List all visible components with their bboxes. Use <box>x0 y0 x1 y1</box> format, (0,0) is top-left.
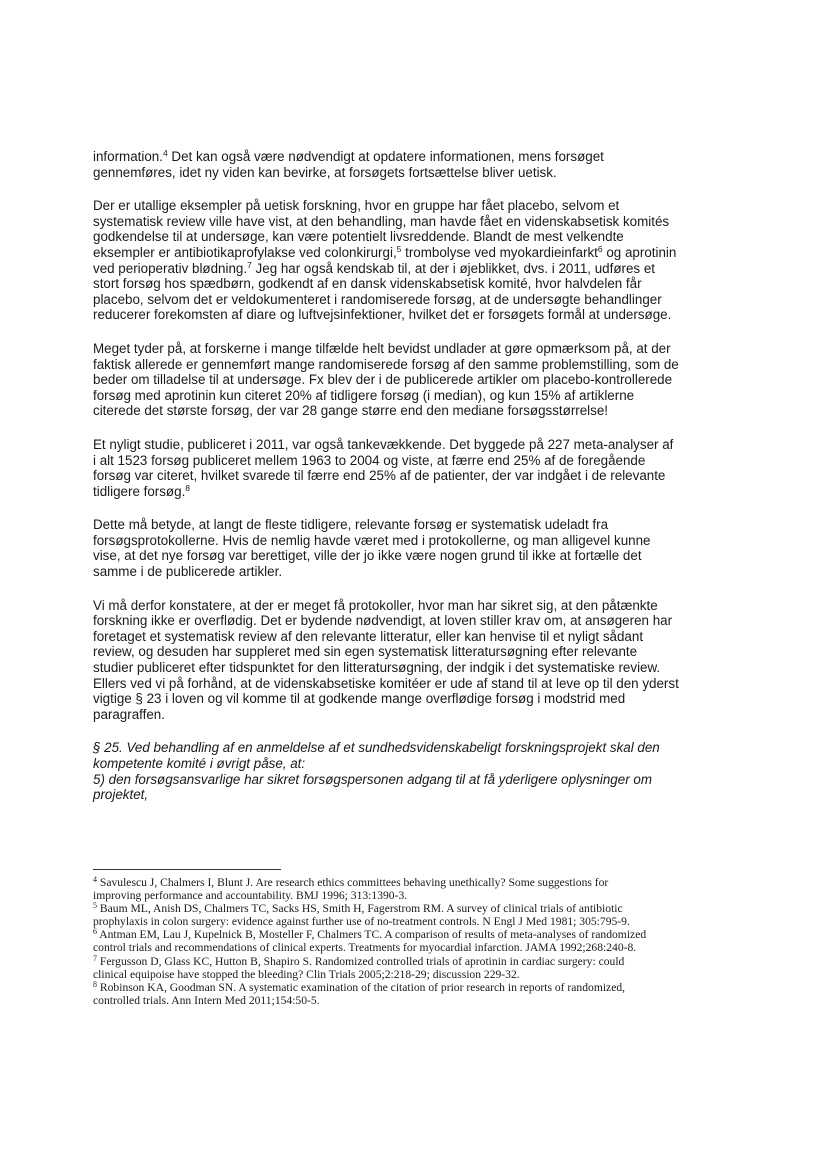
footnote-5 <box>93 902 743 928</box>
text-line: 5) den forsøgsansvarlige har sikret forsøgspersonen adgang til at få yderligere oplysninger om <box>93 771 652 787</box>
footnote-ref: 4 <box>162 148 168 158</box>
text-line: paragraffen. <box>93 706 165 722</box>
footnote-separator <box>93 869 281 870</box>
footnote-line: $^7$ Fergusson D, Glass KC, Hutton B, Shapiro S. Randomized controlled trials of aprotinin in cardiac surgery: could <box>93 953 625 968</box>
text-line: faktisk allerede er gennemført mange randomiserede forsøg af den samme problemstilling, som de <box>93 356 679 372</box>
footnote-number: 7 <box>93 953 97 963</box>
footnote-number: 4 <box>93 875 97 884</box>
text-line: Et nyligt studie, publiceret i 2011, var også tankevækkende. Det byggede på 227 meta-analyser af <box>93 436 674 452</box>
text-line: tidligere forsøg.$^8$ <box>93 482 191 499</box>
text-line: foretaget et systematisk review af den relevante litteratur, eller kan henvise til et nyligt sådant <box>93 628 644 644</box>
paragraph-legal-quote <box>93 740 738 802</box>
paragraph-recent-study <box>93 437 738 499</box>
paragraph-must-mean <box>93 517 738 579</box>
footnote-4 <box>93 876 743 902</box>
text-line: kompetente komité i øvrigt påse, at: <box>93 756 306 771</box>
paragraph-conclusion <box>93 598 738 723</box>
text-line: godkendelse til at undersøge, kan være potentielt livsreddende. Blandt de mest velkendte <box>93 229 624 245</box>
footnote-ref: 6 <box>597 243 603 254</box>
footnote-number: 6 <box>93 927 97 937</box>
text-line: forsøg med aprotinin kun citeret 20% af tidligere forsøg (i median), og kun 15% af artiklerne <box>93 387 635 403</box>
text-line: forsøgsprotokollerne. Hvis de nemlig havde været med i protokollerne, og man alligevel kunne <box>93 532 651 548</box>
text-line: gennemføres, idet ny viden kan bevirke, at forsøgets fortsættelse bliver uetisk. <box>93 164 557 180</box>
paragraph-examples <box>93 198 738 323</box>
footnote-6 <box>93 928 743 954</box>
footnote-line: $^5$ Baum ML, Anish DS, Chalmers TC, Sacks HS, Smith H, Fagerstrom RM. A survey of clinical trials of antibiotic <box>93 901 623 916</box>
footnote-number: 5 <box>93 901 97 911</box>
text-line: Meget tyder på, at forskerne i mange tilfælde helt bevidst undlader at gøre opmærksom på, at der <box>93 340 671 356</box>
text-line: samme i de publicerede artikler. <box>93 564 283 580</box>
paragraph-researchers <box>93 341 738 419</box>
footnotes <box>93 876 743 1007</box>
text-line: i alt 1523 forsøg publiceret mellem 1963 to 2004 og viste, at færre end 25% af de foregående <box>93 452 646 468</box>
footnote-ref: 7 <box>247 259 252 270</box>
text-line: review, og desuden har suppleret med sin egen systematisk litteratursøgning efter relevante <box>93 644 638 660</box>
text-line: reducerer forekomsten af diare og luftvejsinfektioner, hvilket det er forsøgets formål at undersøge. <box>93 307 672 323</box>
footnote-line: $^8$ Robinson KA, Goodman SN. A systematic examination of the citation of prior research in reports of randomized, <box>93 979 626 994</box>
footnote-line: controlled trials. Ann Intern Med 2011;154:50-5. <box>93 993 320 1007</box>
footnote-7 <box>93 955 743 981</box>
text-line: Der er utallige eksempler på uetisk forskning, hvor en gruppe har fået placebo, selvom et <box>93 198 620 214</box>
footnote-line: improving performance and accountability. BMJ 1996; 313:1390-3. <box>93 889 408 903</box>
text-line: Vi må derfor konstatere, at der er meget få protokoller, hvor man har sikret sig, at den påtænkte <box>93 597 658 613</box>
footnote-line: control trials and recommendations of clinical experts. Treatments for myocardial infarction. JAMA 1992;268:240-8. <box>93 941 637 955</box>
paragraph-information <box>93 149 738 180</box>
text-line: ved perioperativ blødning.$^7$ Jeg har også kendskab til, at der i øjeblikket, dvs. i 2011, udføres et <box>93 259 655 276</box>
text-line: beder om tilladelse til at undersøge. Fx blev der i de publicerede artikler om placebo-kontrollerede <box>93 372 673 388</box>
text-line: § 25. Ved behandling af en anmeldelse af et sundhedsvidenskabeligt forskningsprojekt skal den <box>93 740 660 756</box>
footnote-8 <box>93 981 743 1007</box>
footnote-line: clinical equipoise have stopped the bleeding? Clin Trials 2005;2:218-29; discussion 229-32. <box>93 967 520 981</box>
text-line: Dette må betyde, at langt de fleste tidligere, relevante forsøg er systematisk udeladt fra <box>93 517 609 533</box>
footnote-line: $^4$ Savulescu J, Chalmers I, Blunt J. Are research ethics committees behaving unethically? Some suggestions for <box>93 875 609 889</box>
text-line: studier publiceret efter tidspunktet for den litteratursøgning, der indgik i det systematiske review. <box>93 660 661 676</box>
footnote-number: 8 <box>93 979 97 989</box>
text-line: information.$^4$ Det kan også være nødvendigt at opdatere informationen, mens forsøget <box>93 148 604 164</box>
footnote-ref: 8 <box>185 482 191 493</box>
text-line: eksempler er antibiotikaprofylakse ved colonkirurgi,$^5$ trombolyse ved myokardieinfarkt$^6$ og aprotinin <box>93 243 677 260</box>
body-text <box>93 149 738 821</box>
text-line: stort forsøg hos spædbørn, godkendt af en dansk videnskabsetisk komité, hvor halvdelen får <box>93 276 642 292</box>
text-line: Ellers ved vi på forhånd, at de videnskabsetiske komitéer er ude af stand til at leve op til den yderst <box>93 675 679 691</box>
text-line: forsøg var citeret, hvilket svarede til færre end 25% af de patienter, der var indgået i de relevante <box>93 468 666 484</box>
text-line: placebo, selvom det er veldokumenteret i randomiserede forsøg, at de undersøgte behandlinger <box>93 291 662 307</box>
text-line: forskning ikke er overflødig. Det er bydende nødvendigt, at loven stiller krav om, at ansøgeren har <box>93 613 673 629</box>
text-line: projektet, <box>93 787 149 803</box>
text-line: vigtige § 23 i loven og vil komme til at godkende mange overflødige forsøg i modstrid med <box>93 691 626 707</box>
text-line: systematisk review ville have vist, at den behandling, man havde fået en videnskabsetisk komités <box>93 213 670 229</box>
text-line: citerede det største forsøg, der var 28 gange større end den mediane forsøgsstørrelse! <box>93 403 609 419</box>
footnote-line: $^6$ Antman EM, Lau J, Kupelnick B, Mosteller F, Chalmers TC. A comparison of results of meta-analyses of randomized <box>93 927 647 942</box>
text-line: vise, at det nye forsøg var berettiget, ville der jo ikke være nogen grund til ikke at fortælle det <box>93 548 642 564</box>
footnote-line: prophylaxis in colon surgery: evidence against further use of no-treatment controls. N Engl J Med 1981; 305:795-9. <box>93 915 630 929</box>
footnote-ref: 5 <box>396 243 402 254</box>
